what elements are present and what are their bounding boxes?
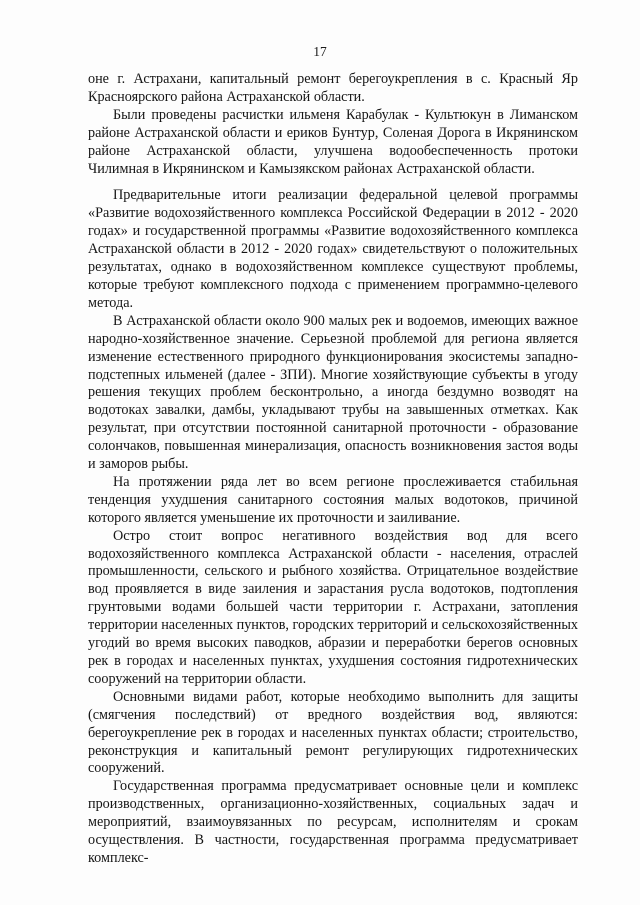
paragraph-5: На протяжении ряда лет во всем регионе прослеживается стабильная тенденция ухудшения санитарного состояния малых водотоков, причиной которого является уменьшение их проточности и заиливание. — [88, 473, 578, 526]
paragraph-4: В Астраханской области около 900 малых рек и водоемов, имеющих важное народно-хозяйственное значение. Серьезной проблемой для региона является изменение естественного природного функционирования экосистемы западно-подстепных ильменей (далее - ЗПИ). Многие хозяйствующие субъекты в угоду решения текущих проблем бесконтрольно, а иногда бездумно возводят на водотоках завалки, дамбы, укладывают трубы на завышенных отметках. Как результат, при отсутствии постоянной санитарной проточности - образование солончаков, повышенная минерализация, опасность возникновения застоя воды и заморов рыбы. — [88, 312, 578, 473]
page-number: 17 — [313, 44, 327, 59]
paragraph-1: оне г. Астрахани, капитальный ремонт берегоукрепления в с. Красный Яр Красноярского района Астраханской области. — [88, 71, 578, 105]
paragraph-8: Государственная программа предусматривает основные цели и комплекс производственных, организационно-хозяйственных, социальных задач и мероприятий, взаимоувязанных по ресурсам, исполнителям и срокам осуществления. В частности, государственная программа предусматривает комплекс- — [88, 778, 578, 866]
paragraph-6: Остро стоит вопрос негативного воздействия вод для всего водохозяйственного комплекса Астраханской области - населения, отраслей промышленности, сельского и рыбного хозяйства. Отрицательное воздействие вод проявляется в виде заиления и зарастания русла водотоков, подтопления грунтовыми водами большей части территории г. Астрахани, затопления территории населенных пунктов, городских территорий и сельскохозяйственных угодий во время высоких паводков, абразии и переработки берегов основных рек в городах и населенных пунктах, ухудшения состояния гидротехнических сооружений на территории области. — [88, 527, 578, 687]
paragraph-2: Были проведены расчистки ильменя Карабулак - Культюкун в Лиманском районе Астраханской области и ериков Бунтур, Соленая Дорога в Икрянинском районе Астраханской области, улучшена водообеспеченность протоки Чилимная в Икрянинском и Камызякском районах Астраханской области. — [88, 106, 578, 177]
document-body — [88, 71, 578, 868]
paragraph-3: Предварительные итоги реализации федеральной целевой программы «Развитие водохозяйственного комплекса Российской Федерации в 2012 - 2020 годах» и государственной программы «Развитие водохозяйственного комплекса Астраханской области в 2012 - 2020 годах» свидетельствуют о положительных результатах, однако в водохозяйственном комплексе существуют проблемы, которые требуют комплексного подхода с применением программно-целевого метода. — [88, 187, 578, 311]
paragraph-7: Основными видами работ, которые необходимо выполнить для защиты (смягчения последствий) от вредного воздействия вод, являются: берегоукрепление рек в городах и населенных пунктах области; строительство, реконструкция и капитальный ремонт регулирующих гидротехнических сооружений. — [88, 688, 578, 777]
